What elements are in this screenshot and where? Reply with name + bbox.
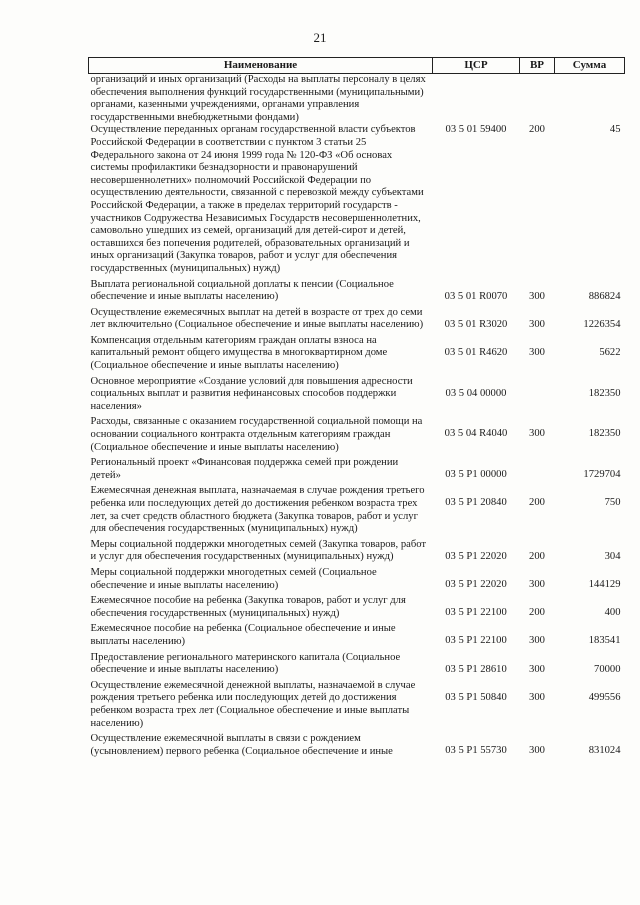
table-row bbox=[89, 733, 625, 761]
page-number: 21 bbox=[313, 30, 327, 45]
table-row bbox=[89, 623, 625, 651]
table-row bbox=[89, 567, 625, 595]
table-row bbox=[89, 307, 625, 335]
table-row bbox=[89, 416, 625, 457]
row-sum: 831024 bbox=[588, 745, 621, 757]
table-row bbox=[89, 124, 625, 278]
row-csr: 03 5 P1 22100 bbox=[445, 635, 507, 647]
budget-table bbox=[88, 57, 625, 761]
table-row bbox=[89, 376, 625, 417]
row-sum: 45 bbox=[609, 124, 621, 136]
row-csr: 03 5 01 R0070 bbox=[444, 290, 508, 302]
row-sum: 400 bbox=[604, 607, 621, 619]
row-sum: 1729704 bbox=[583, 469, 621, 481]
row-name: Осуществление ежемесячной выплаты в связи с рождением (усыновлением) первого ребенка (Социальное обеспечение и иные bbox=[90, 733, 393, 757]
row-sum: 182350 bbox=[588, 428, 621, 440]
row-name: Ежемесячное пособие на ребенка (Социальное обеспечение и иные выплаты населению) bbox=[90, 623, 396, 647]
row-sum: 304 bbox=[604, 550, 621, 562]
header-name: Наименование bbox=[89, 58, 433, 74]
row-vr: 300 bbox=[529, 578, 545, 590]
header-vr: ВР bbox=[520, 58, 555, 74]
row-csr: 03 5 P1 20840 bbox=[445, 497, 507, 509]
row-vr: 300 bbox=[529, 290, 545, 302]
row-name: Меры социальной поддержки многодетных семей (Закупка товаров, работ и услуг для обеспечения государственных (муниципальных) нужд) bbox=[90, 538, 427, 563]
row-vr bbox=[520, 457, 555, 485]
row-vr: 300 bbox=[529, 318, 545, 330]
row-vr bbox=[520, 376, 555, 417]
row-sum: 750 bbox=[604, 497, 621, 509]
row-vr: 300 bbox=[529, 635, 545, 647]
row-vr: 200 bbox=[529, 607, 545, 619]
row-vr: 300 bbox=[529, 745, 545, 757]
table-row bbox=[89, 595, 625, 623]
row-csr: 03 5 P1 22020 bbox=[445, 550, 507, 562]
row-name: Региональный проект «Финансовая поддержка семей при рождении детей» bbox=[90, 457, 399, 481]
table-row bbox=[89, 652, 625, 680]
row-sum: 886824 bbox=[588, 290, 621, 302]
row-vr: 300 bbox=[529, 428, 545, 440]
row-name: Осуществление ежемесячных выплат на детей в возрасте от трех до семи лет включительно (Социальное обеспечение и иные выплаты населению) bbox=[90, 306, 424, 331]
table-row bbox=[89, 279, 625, 307]
row-sum: 144129 bbox=[588, 578, 621, 590]
row-name: Выплата региональной социальной доплаты к пенсии (Социальное обеспечение и иные выплаты населению) bbox=[90, 278, 394, 303]
row-name: Меры социальной поддержки многодетных семей (Социальное обеспечение и иные выплаты населению) bbox=[90, 566, 377, 591]
row-sum: 1226354 bbox=[583, 318, 621, 330]
row-name: Предоставление регионального материнского капитала (Социальное обеспечение и иные выплаты населению) bbox=[90, 651, 401, 676]
row-sum: 5622 bbox=[599, 346, 621, 358]
continuation-text: организаций и иных организаций (Расходы на выплаты персоналу в целях обеспечения выполнения функций государственными (муниципальными) органами, казенными учреждениями, органами управления государственными внебюджетными фондами) bbox=[90, 74, 426, 123]
row-csr: 03 5 04 R4040 bbox=[444, 428, 508, 440]
row-csr: 03 5 01 R3020 bbox=[444, 318, 508, 330]
row-csr: 03 5 P1 22020 bbox=[445, 578, 507, 590]
row-name: Ежемесячное пособие на ребенка (Закупка товаров, работ и услуг для обеспечения государственных (муниципальных) нужд) bbox=[90, 595, 406, 619]
row-vr: 200 bbox=[529, 124, 545, 136]
row-sum: 182350 bbox=[588, 387, 621, 399]
row-csr: 03 5 04 00000 bbox=[445, 387, 507, 399]
header-sum: Сумма bbox=[555, 58, 625, 74]
table-row bbox=[89, 485, 625, 538]
header-csr: ЦСР bbox=[433, 58, 520, 74]
row-vr: 200 bbox=[529, 497, 545, 509]
table-row bbox=[89, 680, 625, 733]
row-name: Ежемесячная денежная выплата, назначаемая в случае рождения третьего ребенка или последующих детей до достижения ребенком возраста трех лет, за счет средств областного бюджета (Закупка товаров, работ и услуг для обеспечения государственных (муниципальных) нужд) bbox=[90, 485, 425, 535]
row-csr: 03 5 P1 22100 bbox=[445, 607, 507, 619]
row-csr: 03 5 P1 28610 bbox=[445, 663, 507, 675]
row-csr: 03 5 P1 00000 bbox=[445, 469, 507, 481]
row-sum: 499556 bbox=[588, 691, 621, 703]
row-sum: 183541 bbox=[588, 635, 621, 647]
table-row bbox=[89, 539, 625, 567]
row-vr: 200 bbox=[529, 550, 545, 562]
row-csr: 03 5 P1 55730 bbox=[445, 745, 507, 757]
row-vr: 300 bbox=[529, 346, 545, 358]
row-csr: 03 5 01 R4620 bbox=[444, 346, 508, 358]
table-row bbox=[89, 457, 625, 485]
row-name: Осуществление переданных органам государственной власти субъектов Российской Федерации в соответствии с пунктом 3 статьи 25 Федерального закона от 24 июня 1999 года № 120-ФЗ «Об основах системы профилактики безнадзорности и правонарушений несовершеннолетних» полномочий Российской Федерации по осуществлению деятельности, связанной с перевозкой между субъектами Российской Федерации, а также в пределах территорий государств - участников Содружества Независимых Государств несовершеннолетних, самовольно ушедших из семей, организаций для детей-сирот и детей, оставшихся без попечения родителей, образовательных организаций и иных организаций (Закупка товаров, работ и услуг для обеспечения государственных (муниципальных) нужд) bbox=[90, 124, 424, 274]
row-name: Основное мероприятие «Создание условий для повышения адресности социальных выплат и развития нефинансовых способов поддержки населения» bbox=[90, 375, 413, 412]
row-name: Компенсация отдельным категориям граждан оплаты взноса на капитальный ремонт общего имущества в многоквартирном доме (Социальное обеспечение и иные выплаты населению) bbox=[90, 334, 388, 372]
row-vr: 300 bbox=[529, 663, 545, 675]
table-row bbox=[89, 335, 625, 376]
row-vr: 300 bbox=[529, 691, 545, 703]
row-csr: 03 5 01 59400 bbox=[445, 124, 507, 136]
row-name: Расходы, связанные с оказанием государственной социальной помощи на основании социального контракта отдельным категориям граждан (Социальное обеспечение и иные выплаты населению) bbox=[90, 416, 423, 453]
row-csr: 03 5 P1 50840 bbox=[445, 691, 507, 703]
continuation-row bbox=[89, 74, 625, 125]
row-sum: 70000 bbox=[594, 663, 621, 675]
table-header-row bbox=[89, 58, 625, 74]
row-name: Осуществление ежемесячной денежной выплаты, назначаемой в случае рождения третьего ребенка или последующих детей до достижения ребенком возраста трех лет (Социальное обеспечение и иные выплаты населению) bbox=[90, 679, 416, 729]
